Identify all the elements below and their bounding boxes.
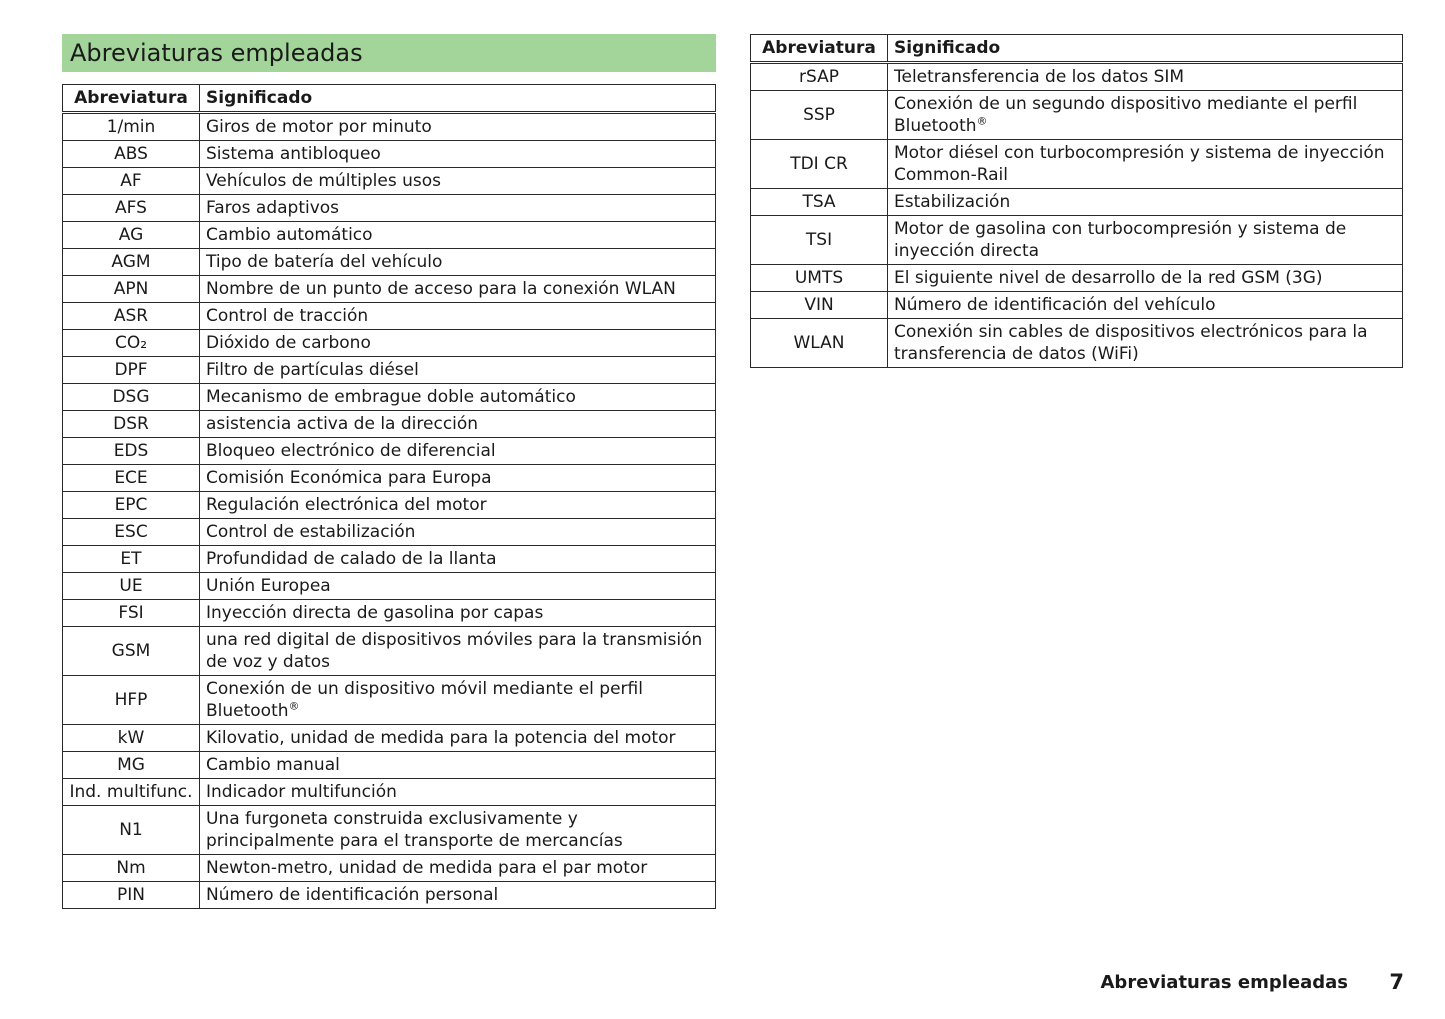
abbreviation-cell: GSM — [63, 627, 200, 676]
table-row — [63, 882, 716, 909]
table-row — [63, 725, 716, 752]
table-row — [63, 303, 716, 330]
table-row — [63, 195, 716, 222]
meaning-cell: Kilovatio, unidad de medida para la potencia del motor — [200, 725, 716, 752]
table-row — [751, 189, 1403, 216]
header-abbreviation: Abreviatura — [63, 85, 200, 113]
table-row — [751, 216, 1403, 265]
meaning-cell: Mecanismo de embrague doble automático — [200, 384, 716, 411]
table-row — [63, 465, 716, 492]
footer-section-title: Abreviaturas empleadas — [1100, 972, 1348, 993]
meaning-cell: El siguiente nivel de desarrollo de la red GSM (3G) — [888, 265, 1403, 292]
table-row — [63, 627, 716, 676]
abbreviation-cell: SSP — [751, 91, 888, 140]
table-header-row — [751, 35, 1403, 63]
meaning-cell: Newton-metro, unidad de medida para el par motor — [200, 855, 716, 882]
page-number: 7 — [1389, 970, 1404, 994]
table-row — [63, 411, 716, 438]
abbreviation-cell: MG — [63, 752, 200, 779]
abbreviations-table-right — [750, 34, 1403, 368]
table-row — [751, 91, 1403, 140]
abbreviation-cell: ABS — [63, 141, 200, 168]
abbreviation-cell: UE — [63, 573, 200, 600]
table-row — [63, 573, 716, 600]
abbreviation-cell: HFP — [63, 676, 200, 725]
table-row — [63, 330, 716, 357]
abbreviation-cell: AF — [63, 168, 200, 195]
abbreviation-cell: AG — [63, 222, 200, 249]
meaning-cell: Número de identificación del vehículo — [888, 292, 1403, 319]
meaning-cell: una red digital de dispositivos móviles para la transmisión de voz y datos — [200, 627, 716, 676]
table-row — [63, 357, 716, 384]
abbreviations-table-left — [62, 84, 716, 909]
meaning-cell: Unión Europea — [200, 573, 716, 600]
table-row — [63, 222, 716, 249]
meaning-cell: Control de estabilización — [200, 519, 716, 546]
abbreviation-cell: kW — [63, 725, 200, 752]
abbreviation-cell: Ind. multifunc. — [63, 779, 200, 806]
abbreviation-cell: WLAN — [751, 319, 888, 368]
table-row — [63, 546, 716, 573]
meaning-cell: Tipo de batería del vehículo — [200, 249, 716, 276]
meaning-cell: Una furgoneta construida exclusivamente y principalmente para el transporte de mercancías — [200, 806, 716, 855]
meaning-cell: Indicador multifunción — [200, 779, 716, 806]
table-row — [63, 855, 716, 882]
abbreviation-cell: ASR — [63, 303, 200, 330]
abbreviation-cell: PIN — [63, 882, 200, 909]
meaning-cell: Bloqueo electrónico de diferencial — [200, 438, 716, 465]
meaning-cell: Cambio automático — [200, 222, 716, 249]
header-meaning: Significado — [888, 35, 1403, 63]
abbreviation-cell: TSA — [751, 189, 888, 216]
table-row — [751, 319, 1403, 368]
section-title: Abreviaturas empleadas — [62, 34, 716, 72]
abbreviation-cell: DSR — [63, 411, 200, 438]
table-header-row — [63, 85, 716, 113]
abbreviation-cell: DSG — [63, 384, 200, 411]
abbreviation-cell: UMTS — [751, 265, 888, 292]
table-row — [63, 276, 716, 303]
meaning-cell: Número de identificación personal — [200, 882, 716, 909]
table-row — [63, 249, 716, 276]
registered-symbol: ® — [976, 114, 988, 128]
abbreviation-cell: N1 — [63, 806, 200, 855]
table-row — [751, 292, 1403, 319]
abbreviation-cell: TSI — [751, 216, 888, 265]
meaning-cell: Giros de motor por minuto — [200, 113, 716, 141]
table-row — [63, 519, 716, 546]
meaning-cell: Teletransferencia de los datos SIM — [888, 63, 1403, 91]
abbreviation-cell: ECE — [63, 465, 200, 492]
meaning-cell: Faros adaptivos — [200, 195, 716, 222]
abbreviation-cell: CO₂ — [63, 330, 200, 357]
meaning-cell: Cambio manual — [200, 752, 716, 779]
meaning-cell: Profundidad de calado de la llanta — [200, 546, 716, 573]
abbreviation-cell: EDS — [63, 438, 200, 465]
table-row — [751, 63, 1403, 91]
table-row — [63, 779, 716, 806]
meaning-cell: Comisión Económica para Europa — [200, 465, 716, 492]
table-row — [63, 676, 716, 725]
table-row — [63, 384, 716, 411]
abbreviation-cell: FSI — [63, 600, 200, 627]
abbreviation-cell: 1/min — [63, 113, 200, 141]
table-row — [751, 140, 1403, 189]
abbreviation-cell: ESC — [63, 519, 200, 546]
table-row — [63, 438, 716, 465]
meaning-cell: asistencia activa de la dirección — [200, 411, 716, 438]
abbreviation-cell: ET — [63, 546, 200, 573]
abbreviation-cell: TDI CR — [751, 140, 888, 189]
meaning-cell: Conexión de un segundo dispositivo mediante el perfil Bluetooth® — [888, 91, 1403, 140]
meaning-cell: Control de tracción — [200, 303, 716, 330]
meaning-cell: Conexión sin cables de dispositivos electrónicos para la transferencia de datos (WiFi) — [888, 319, 1403, 368]
abbreviation-cell: VIN — [751, 292, 888, 319]
registered-symbol: ® — [288, 699, 300, 713]
table-row — [63, 492, 716, 519]
meaning-cell: Regulación electrónica del motor — [200, 492, 716, 519]
meaning-cell: Vehículos de múltiples usos — [200, 168, 716, 195]
meaning-cell: Inyección directa de gasolina por capas — [200, 600, 716, 627]
meaning-cell: Conexión de un dispositivo móvil mediante el perfil Bluetooth® — [200, 676, 716, 725]
table-row — [63, 141, 716, 168]
meaning-cell: Dióxido de carbono — [200, 330, 716, 357]
abbreviation-cell: rSAP — [751, 63, 888, 91]
header-meaning: Significado — [200, 85, 716, 113]
meaning-cell: Motor diésel con turbocompresión y sistema de inyección Common-Rail — [888, 140, 1403, 189]
meaning-cell: Sistema antibloqueo — [200, 141, 716, 168]
abbreviation-cell: AGM — [63, 249, 200, 276]
table-row — [63, 752, 716, 779]
abbreviation-cell: AFS — [63, 195, 200, 222]
abbreviation-cell: DPF — [63, 357, 200, 384]
table-row — [63, 806, 716, 855]
abbreviation-cell: APN — [63, 276, 200, 303]
abbreviation-cell: Nm — [63, 855, 200, 882]
table-row — [63, 113, 716, 141]
table-row — [63, 600, 716, 627]
header-abbreviation: Abreviatura — [751, 35, 888, 63]
table-row — [63, 168, 716, 195]
meaning-cell: Motor de gasolina con turbocompresión y sistema de inyección directa — [888, 216, 1403, 265]
abbreviation-cell: EPC — [63, 492, 200, 519]
meaning-cell: Estabilización — [888, 189, 1403, 216]
table-row — [751, 265, 1403, 292]
meaning-cell: Nombre de un punto de acceso para la conexión WLAN — [200, 276, 716, 303]
meaning-cell: Filtro de partículas diésel — [200, 357, 716, 384]
